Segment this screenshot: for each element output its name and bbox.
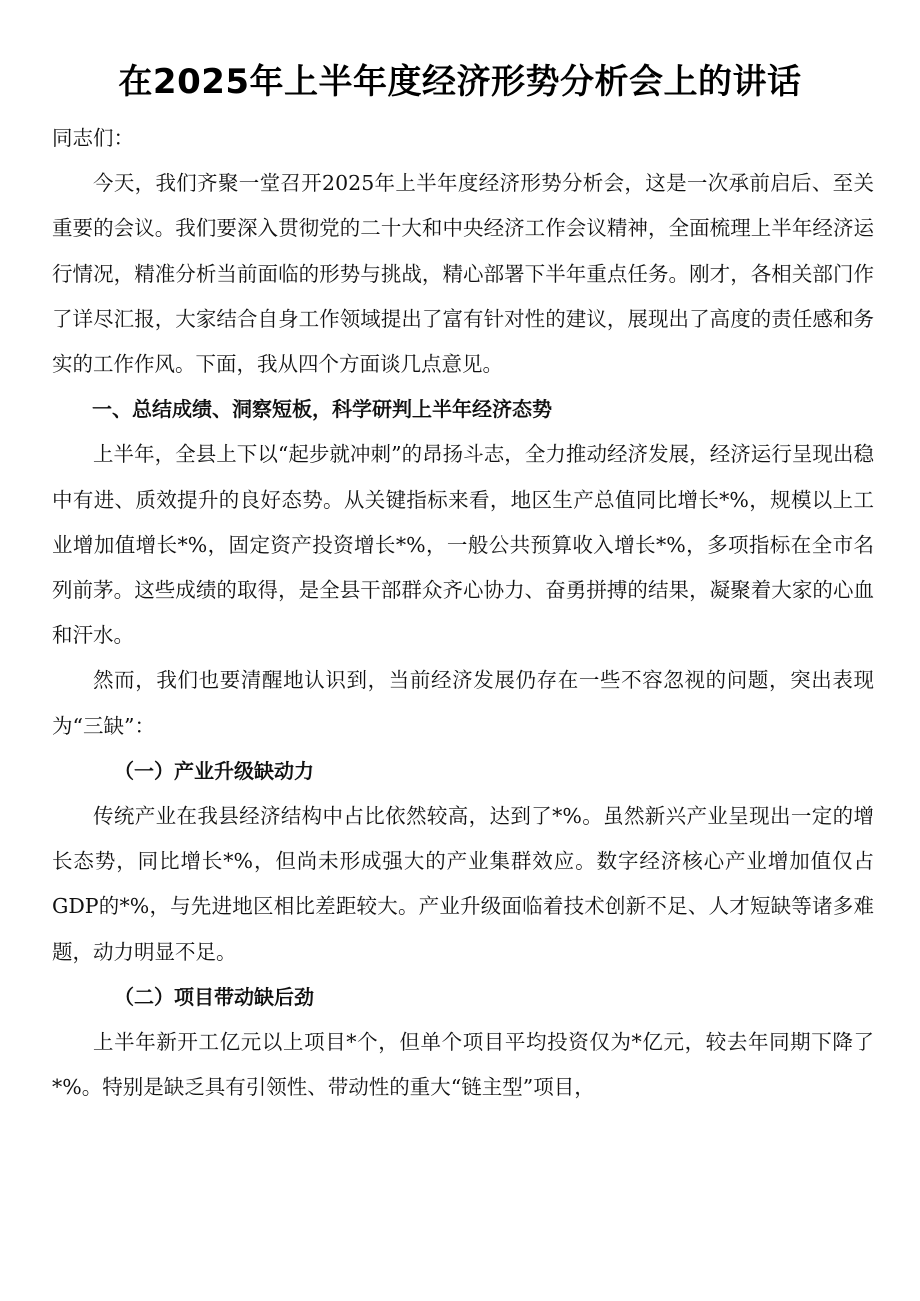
document-title: 在2025年上半年度经济形势分析会上的讲话 [118, 62, 802, 102]
subsection1-paragraph: 传统产业在我县经济结构中占比依然较高，达到了*%。虽然新兴产业呈现出一定的增长态势，同比增长*%，但尚未形成强大的产业集群效应。数字经济核心产业增加值仅占GDP的*%，与先进地区相比差距较大。产业升级面临着技术创新不足、人才短缺等诸多难题，动力明显不足。 [52, 804, 874, 964]
subsection-heading-2: （二）项目带动缺后劲 [114, 984, 314, 1009]
section1-paragraph-2: 然而，我们也要清醒地认识到，当前经济发展仍存在一些不容忽视的问题，突出表现为“三缺”： [52, 668, 874, 738]
section1-paragraph-1: 上半年，全县上下以“起步就冲刺”的昂扬斗志，全力推动经济发展，经济运行呈现出稳中有进、质效提升的良好态势。从关键指标来看，地区生产总值同比增长*%，规模以上工业增加值增长*%，固定资产投资增长*%，一般公共预算收入增长*%，多项指标在全市名列前茅。这些成绩的取得，是全县干部群众齐心协力、奋勇拼搏的结果，凝聚着大家的心血和汗水。 [52, 442, 874, 648]
greeting: 同志们： [52, 126, 134, 150]
section-heading-1: 一、总结成绩、洞察短板，科学研判上半年经济态势 [92, 397, 552, 422]
paragraph-intro: 今天，我们齐聚一堂召开2025年上半年度经济形势分析会，这是一次承前启后、至关重要的会议。我们要深入贯彻党的二十大和中央经济工作会议精神，全面梳理上半年经济运行情况，精准分析当前面临的形势与挑战，精心部署下半年重点任务。刚才，各相关部门作了详尽汇报，大家结合自身工作领域提出了富有针对性的建议，展现出了高度的责任感和务实的工作作风。下面，我从四个方面谈几点意见。 [52, 171, 874, 377]
document-body [52, 116, 874, 1110]
subsection-heading-1: （一）产业升级缺动力 [114, 758, 314, 783]
subsection2-paragraph: 上半年新开工亿元以上项目*个，但单个项目平均投资仅为*亿元，较去年同期下降了*%。特别是缺乏具有引领性、带动性的重大“链主型”项目， [52, 1030, 874, 1100]
